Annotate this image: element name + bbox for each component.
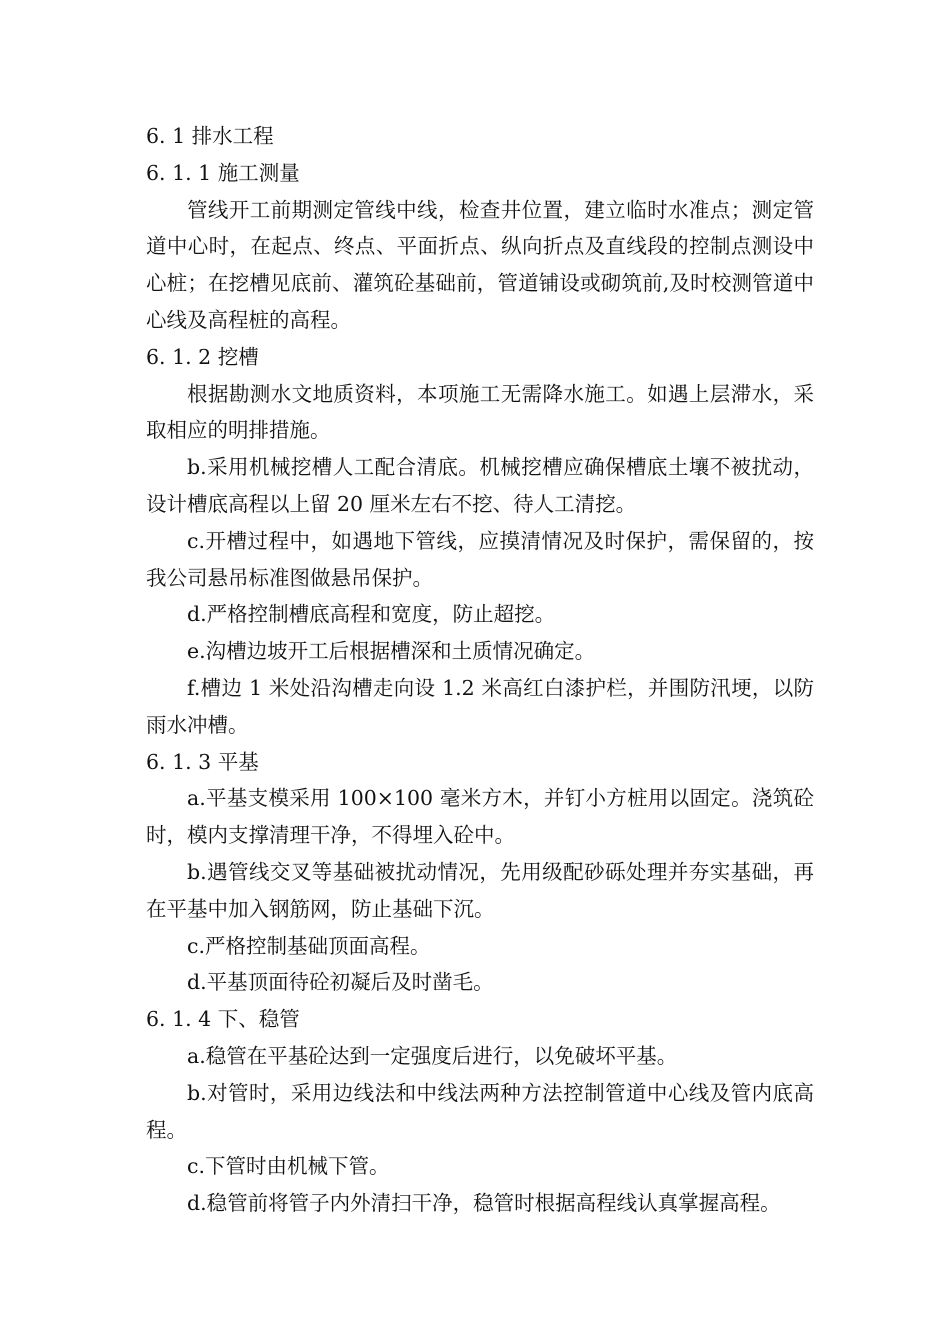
- paragraph-trench-b: b.采用机械挖槽人工配合清底。机械挖槽应确保槽底土壤不被扰动，设计槽底高程以上留 20 厘米左右不挖、待人工清挖。: [146, 455, 814, 516]
- paragraph-survey: 管线开工前期测定管线中线，检查井位置，建立临时水准点；测定管道中心时，在起点、终点、平面折点、纵向折点及直线段的控制点测设中心桩；在挖槽见底前、灌筑砼基础前，管道铺设或砌筑前,及时校测管道中心线及高程桩的高程。: [146, 197, 814, 332]
- paragraph-trench-e: e.沟槽边坡开工后根据槽深和土质情况确定。: [187, 639, 596, 664]
- paragraph-dewatering: 根据勘测水文地质资料，本项施工无需降水施工。如遇上层滞水，采取相应的明排措施。: [146, 381, 814, 443]
- paragraph-trench-d: d.严格控制槽底高程和宽度，防止超挖。: [187, 602, 556, 627]
- paragraph-pipe-c: c.下管时由机械下管。: [187, 1154, 390, 1179]
- section-heading-6-1: 6. 1 排水工程: [146, 124, 274, 148]
- subsection-heading-6-1-1: 6. 1. 1 施工测量: [146, 160, 300, 185]
- subsection-heading-6-1-2: 6. 1. 2 挖槽: [146, 344, 259, 369]
- subsection-heading-6-1-4: 6. 1. 4 下、稳管: [146, 1007, 300, 1032]
- paragraph-pipe-b: b.对管时，采用边线法和中线法两种方法控制管道中心线及管内底高程。: [146, 1080, 814, 1142]
- document-body: [146, 118, 814, 1222]
- paragraph-base-d: d.平基顶面待砼初凝后及时凿毛。: [187, 970, 494, 995]
- paragraph-pipe-d: d.稳管前将管子内外清扫干净，稳管时根据高程线认真掌握高程。: [187, 1191, 781, 1216]
- paragraph-pipe-a: a.稳管在平基砼达到一定强度后进行，以免破坏平基。: [187, 1043, 678, 1068]
- paragraph-base-b: b.遇管线交叉等基础被扰动情况，先用级配砂砾处理并夯实基础，再在平基中加入钢筋网，防止基础下沉。: [146, 859, 814, 921]
- subsection-heading-6-1-3: 6. 1. 3 平基: [146, 749, 259, 774]
- paragraph-trench-c: c.开槽过程中，如遇地下管线，应摸清情况及时保护，需保留的，按我公司悬吊标准图做悬吊保护。: [146, 528, 814, 590]
- paragraph-trench-f: f.槽边 1 米处沿沟槽走向设 1.2 米高红白漆护栏，并围防汛埂，以防雨水冲槽。: [146, 675, 814, 737]
- paragraph-base-c: c.严格控制基础顶面高程。: [187, 933, 431, 958]
- paragraph-base-a: a.平基支模采用 100×100 毫米方木，并钉小方桩用以固定。浇筑砼时，模内支撑清理干净，不得埋入砼中。: [146, 786, 814, 848]
